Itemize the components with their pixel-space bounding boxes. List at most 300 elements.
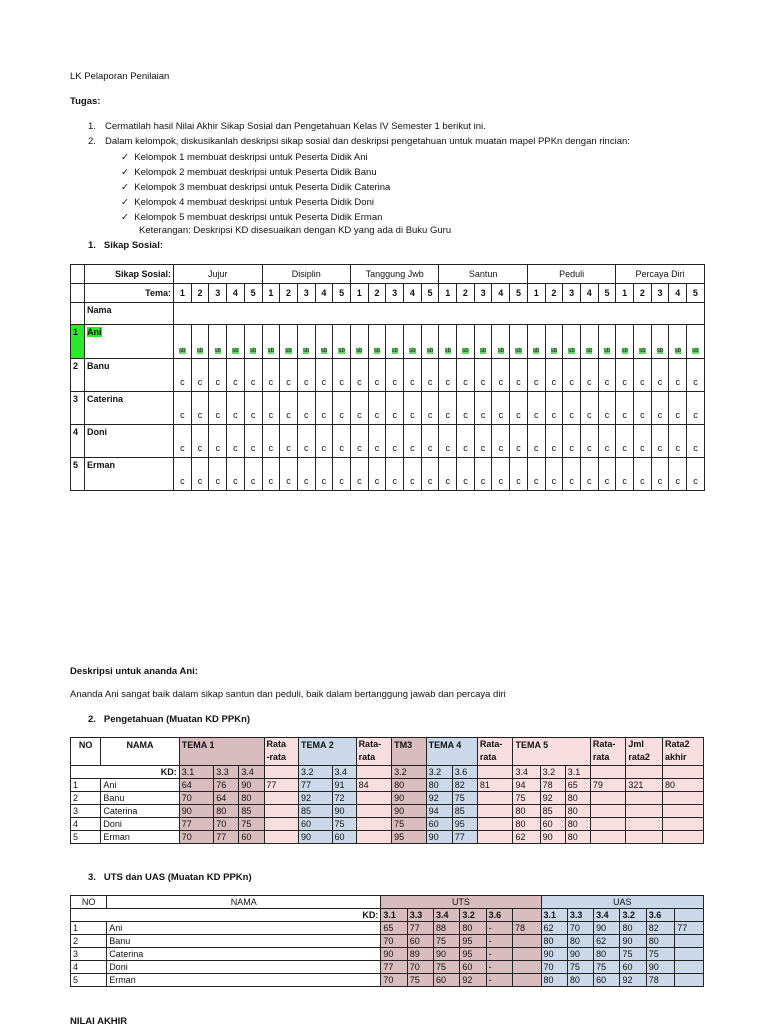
table-cell: Caterina [107, 948, 381, 961]
table-cell: - [486, 948, 512, 961]
grade-cell: c [244, 425, 262, 458]
table-cell [590, 792, 626, 805]
table-cell: 90 [541, 948, 567, 961]
table-cell: 80 [214, 805, 239, 818]
table-cell: 75 [594, 961, 620, 974]
grade-cell: c [421, 458, 439, 491]
uts-row [71, 974, 704, 987]
grade-cell: c [545, 425, 563, 458]
table-cell: 80 [567, 935, 593, 948]
check-icon: ✓ [121, 167, 129, 178]
grade-cell: c [527, 458, 545, 491]
grade-cell: c [209, 359, 227, 392]
grade-cell [510, 325, 528, 359]
table-cell [590, 831, 626, 844]
table-cell: 75 [332, 818, 356, 831]
grade-cell: c [651, 458, 669, 491]
table-cell: 65 [381, 922, 407, 935]
grade-cell: c [174, 425, 192, 458]
table-cell: 75 [434, 935, 460, 948]
table-cell [477, 792, 513, 805]
table-cell: - [486, 935, 512, 948]
grade-cell: c [209, 458, 227, 491]
grade-cell: c [510, 359, 528, 392]
grade-cell: c [651, 392, 669, 425]
tema-num: 5 [244, 284, 262, 303]
table-cell: 91 [332, 779, 356, 792]
grade-cell: c [174, 392, 192, 425]
table-cell [663, 805, 704, 818]
grade-cell: c [315, 458, 333, 491]
table-cell: 62 [513, 831, 540, 844]
grade-value: sb [409, 348, 416, 354]
table-cell: 78 [540, 779, 565, 792]
table-cell: 80 [541, 935, 567, 948]
grade-cell: c [598, 359, 616, 392]
table-cell: 80 [620, 922, 646, 935]
grade-cell [687, 325, 705, 359]
grade-value: sb [550, 348, 558, 354]
table-cell: Banu [101, 792, 179, 805]
grade-value: sb [568, 348, 575, 354]
table-cell: 77 [214, 831, 239, 844]
checklist [121, 150, 390, 225]
grade-cell: c [563, 425, 581, 458]
grade-cell: c [580, 359, 598, 392]
grade-cell: c [244, 392, 262, 425]
table-cell: 75 [567, 961, 593, 974]
table-cell: 90 [179, 805, 214, 818]
table-cell: 77 [407, 922, 433, 935]
table-cell: 70 [179, 831, 214, 844]
grade-cell [634, 325, 652, 359]
table-cell [675, 974, 704, 987]
table-cell: 80 [513, 805, 540, 818]
grade-value: sb [621, 348, 628, 354]
grade-cell [227, 325, 245, 359]
table-cell: Doni [101, 818, 179, 831]
table-cell: 75 [239, 818, 264, 831]
grade-cell [421, 325, 439, 359]
sikap-row [71, 392, 705, 425]
table-cell: 80 [565, 792, 590, 805]
table-cell: 60 [540, 818, 565, 831]
table-cell: 95 [392, 831, 427, 844]
table-cell: 60 [434, 974, 460, 987]
grade-cell: c [439, 392, 457, 425]
grade-value: sb [232, 348, 239, 354]
grade-value: sb [639, 348, 646, 354]
grade-cell: c [634, 425, 652, 458]
grade-cell: c [669, 392, 687, 425]
table-cell: 60 [239, 831, 264, 844]
grade-cell: c [333, 392, 351, 425]
table-cell: 90 [426, 831, 452, 844]
grade-cell [191, 325, 209, 359]
grade-cell: c [439, 458, 457, 491]
table-cell: 90 [434, 948, 460, 961]
grade-cell: c [687, 359, 705, 392]
student-name: Doni [87, 427, 107, 437]
grade-cell: c [457, 458, 475, 491]
grade-cell: c [439, 359, 457, 392]
grade-cell: c [209, 392, 227, 425]
table-cell: 70 [381, 935, 407, 948]
table-cell: 70 [567, 922, 593, 935]
table-cell: 78 [646, 974, 675, 987]
table-cell: 84 [356, 779, 392, 792]
table-cell: Ani [101, 779, 179, 792]
table-cell [626, 792, 663, 805]
grade-cell [404, 325, 422, 359]
table-cell: 60 [620, 961, 646, 974]
grade-value: sb [462, 348, 469, 354]
table-cell: 70 [541, 961, 567, 974]
table-cell: 79 [590, 779, 626, 792]
table-cell: 85 [452, 805, 477, 818]
tema-num: 3 [297, 284, 315, 303]
tema-num: 1 [439, 284, 457, 303]
table-cell: 77 [299, 779, 332, 792]
grade-value: sb [656, 348, 664, 354]
table-cell: 75 [434, 961, 460, 974]
table-cell [264, 831, 299, 844]
grade-cell: c [634, 392, 652, 425]
grade-cell: c [297, 392, 315, 425]
grade-value: sb [586, 348, 593, 354]
table-cell: 77 [179, 818, 214, 831]
grade-value: sb [338, 348, 345, 354]
grade-value: sb [303, 348, 310, 354]
grade-value: sb [692, 348, 699, 354]
grade-cell: c [669, 425, 687, 458]
tema-num: 2 [457, 284, 475, 303]
tema-num: 3 [651, 284, 669, 303]
grade-cell: c [510, 425, 528, 458]
uts-row [71, 922, 704, 935]
grade-cell: c [421, 359, 439, 392]
table-cell [512, 948, 541, 961]
grade-cell: c [227, 425, 245, 458]
grade-cell: c [174, 458, 192, 491]
checklist-item: ✓ Kelompok 5 membuat deskripsi untuk Peserta Didik Erman [121, 212, 383, 223]
grade-cell: c [492, 359, 510, 392]
grade-cell: c [227, 359, 245, 392]
row-number: 5 [71, 458, 85, 491]
task-1: Cermatilah hasil Nilai Akhir Sikap Sosial dan Pengetahuan Kelas IV Semester 1 berikut ini. [105, 121, 486, 132]
grade-cell: c [527, 359, 545, 392]
grade-cell: c [297, 458, 315, 491]
tema-num: 3 [209, 284, 227, 303]
grade-cell: c [687, 425, 705, 458]
grade-cell: c [439, 425, 457, 458]
pengetahuan-row [71, 818, 704, 831]
grade-value: sb [674, 348, 681, 354]
group-peduli: Peduli [527, 265, 615, 284]
keterangan: Keterangan: Deskripsi KD disesuaikan dengan KD yang ada di Buku Guru [139, 225, 452, 236]
grade-cell: c [386, 392, 404, 425]
table-cell: 88 [434, 922, 460, 935]
grade-cell: c [368, 392, 386, 425]
table-cell [626, 831, 663, 844]
tema-num: 1 [616, 284, 634, 303]
grade-cell: c [262, 359, 280, 392]
table-cell: 90 [299, 831, 332, 844]
group-jujur: Jujur [174, 265, 263, 284]
table-cell: 2 [71, 792, 101, 805]
table-cell: 62 [594, 935, 620, 948]
grade-cell [598, 325, 616, 359]
table-cell: 65 [565, 779, 590, 792]
table-cell: 90 [392, 805, 427, 818]
tema-num: 4 [315, 284, 333, 303]
grade-value: sb [373, 348, 381, 354]
student-name: Caterina [87, 394, 124, 404]
tema-num: 5 [333, 284, 351, 303]
grade-cell: c [421, 425, 439, 458]
table-cell [675, 935, 704, 948]
table-cell: 92 [299, 792, 332, 805]
table-cell: 4 [71, 818, 101, 831]
pengetahuan-row [71, 792, 704, 805]
grade-value: sb [426, 348, 434, 354]
grade-cell [580, 325, 598, 359]
pengetahuan-table: NO NAMA TEMA 1 Rata -rata TEMA 2 Rata- rata TM3 TEMA 4 Rata- rata TEMA 5 Rata- rata Jml rata2 Rata2 akhir KD: 3.1 3.3 3.4 3.2 3.4 3.2 3.2 3.6 3.4 3.2 3.1 1 Ani 64 76 90 77 77 91 84 80 80 82 81 94 78 65 79 321 80 2 Banu 70 64 80 92 72 90 92 75 75 92 80 3 Caterina 90 80 85 85 90 90 94 85 80 85 80 4 Doni 77 70 75 60 75 75 60 95 80 60 80 5 Erman 70 77 60 90 60 95 90 77 62 90 80 [70, 737, 704, 844]
grade-cell: c [457, 359, 475, 392]
table-cell: 90 [392, 792, 427, 805]
tema-num: 4 [580, 284, 598, 303]
grade-cell: c [404, 359, 422, 392]
table-cell [675, 948, 704, 961]
tema-num: 1 [174, 284, 192, 303]
tema-num: 1 [350, 284, 368, 303]
row-number: 4 [71, 425, 85, 458]
table-cell: 80 [567, 974, 593, 987]
footer-title: NILAI AKHIR [70, 1016, 128, 1027]
table-cell: 85 [299, 805, 332, 818]
table-cell: 85 [239, 805, 264, 818]
table-cell [512, 935, 541, 948]
grade-cell: c [545, 458, 563, 491]
table-cell: 75 [407, 974, 433, 987]
table-cell [663, 792, 704, 805]
table-cell [626, 805, 663, 818]
table-cell: 70 [179, 792, 214, 805]
table-cell: 80 [565, 818, 590, 831]
table-cell: 77 [675, 922, 704, 935]
table-cell: 5 [71, 974, 107, 987]
table-cell: 80 [594, 948, 620, 961]
sikap-table: Sikap Sosial: Jujur Disiplin Tanggung Jwb Santun Peduli Percaya Diri Tema: 1 2 3 4 5 1 2 3 4 5 1 2 3 4 5 1 2 3 4 5 1 2 3 4 5 1 2 3 4 5 Nama 1 Ani sb sb sb sb sb sb sb sb sb sb sb sb sb sb sb sb sb sb sb sb sb sb sb sb sb sb sb sb sb sb 2 Banu c c c c c c c c c c c c c c c c c c c c c c c c c c c c c c 3 Caterina c c c c c c c c c c c c c c c c c c c c c c c c c c c c c c 4 Doni c c c c c c c c c c c c c c c c c c c c c c c c c c c c c c 5 Erman c c c c c c c c c c c c c c c c c c c c c c c c c c c c c c [70, 264, 705, 491]
grade-cell [368, 325, 386, 359]
grade-value: sb [533, 348, 540, 354]
grade-cell: c [297, 425, 315, 458]
table-cell [264, 792, 299, 805]
grade-cell [563, 325, 581, 359]
grade-cell: c [350, 425, 368, 458]
checklist-item: ✓ Kelompok 3 membuat deskripsi untuk Peserta Didik Caterina [121, 182, 391, 193]
task-1-num: 1. [88, 121, 96, 132]
tema-num: 5 [598, 284, 616, 303]
uts-row [71, 935, 704, 948]
table-cell: 75 [452, 792, 477, 805]
tema-num: 1 [262, 284, 280, 303]
grade-cell: c [209, 425, 227, 458]
grade-cell [297, 325, 315, 359]
grade-cell: c [174, 359, 192, 392]
grade-cell: c [616, 458, 634, 491]
tema-num: 3 [474, 284, 492, 303]
grade-cell: c [227, 458, 245, 491]
table-cell: 321 [626, 779, 663, 792]
table-cell [356, 818, 392, 831]
grade-cell: c [333, 425, 351, 458]
table-cell: 4 [71, 961, 107, 974]
grade-cell: c [262, 458, 280, 491]
grade-cell: c [598, 425, 616, 458]
grade-value: sb [603, 348, 611, 354]
grade-cell: c [580, 392, 598, 425]
grade-cell: c [474, 359, 492, 392]
table-cell [590, 805, 626, 818]
tema-num: 2 [634, 284, 652, 303]
tema-num: 1 [527, 284, 545, 303]
grade-value: sb [391, 348, 398, 354]
grade-cell: c [563, 359, 581, 392]
grade-value: sb [444, 348, 451, 354]
tema-num: 2 [545, 284, 563, 303]
grade-value: sb [179, 348, 186, 354]
table-cell: 90 [381, 948, 407, 961]
sikap-row [71, 325, 705, 359]
grade-cell: c [545, 392, 563, 425]
grade-cell [174, 325, 192, 359]
table-cell: 80 [513, 818, 540, 831]
grade-cell: c [580, 458, 598, 491]
grade-cell: c [280, 458, 298, 491]
table-cell: 60 [594, 974, 620, 987]
table-cell: 75 [620, 948, 646, 961]
tema-num: 4 [669, 284, 687, 303]
check-icon: ✓ [121, 212, 129, 223]
check-icon: ✓ [121, 182, 129, 193]
grade-cell: c [598, 458, 616, 491]
table-cell: 90 [594, 922, 620, 935]
grade-cell [616, 325, 634, 359]
table-cell: 92 [426, 792, 452, 805]
grade-cell [474, 325, 492, 359]
table-cell: 94 [513, 779, 540, 792]
grade-cell [651, 325, 669, 359]
group-santun: Santun [439, 265, 527, 284]
grade-cell: c [191, 458, 209, 491]
section2-heading: 2. Pengetahuan (Muatan KD PPKn) [88, 714, 251, 725]
table-cell: 77 [264, 779, 299, 792]
table-cell: 95 [452, 818, 477, 831]
grade-cell [262, 325, 280, 359]
tema-num: 4 [404, 284, 422, 303]
task-2-num: 2. [88, 136, 96, 147]
table-cell: 80 [565, 805, 590, 818]
grade-cell [280, 325, 298, 359]
tema-num: 5 [687, 284, 705, 303]
tema-num: 5 [510, 284, 528, 303]
sikap-row [71, 458, 705, 491]
group-percaya-diri: Percaya Diri [616, 265, 704, 284]
student-name: Banu [87, 361, 110, 371]
grade-cell: c [333, 359, 351, 392]
grade-value: sb [249, 348, 257, 354]
grade-cell: c [280, 392, 298, 425]
sikap-row [71, 425, 705, 458]
table-cell: 60 [332, 831, 356, 844]
tema-num: 5 [421, 284, 439, 303]
grade-cell [527, 325, 545, 359]
table-cell: Doni [107, 961, 381, 974]
table-cell: Erman [101, 831, 179, 844]
grade-cell [545, 325, 563, 359]
table-cell: 80 [460, 922, 486, 935]
grade-cell: c [404, 458, 422, 491]
grade-cell: c [474, 425, 492, 458]
grade-cell: c [350, 359, 368, 392]
grade-cell [244, 325, 262, 359]
table-cell [626, 818, 663, 831]
check-icon: ✓ [121, 197, 129, 208]
doc-title: LK Pelaporan Penilaian [70, 71, 170, 82]
grade-cell: c [315, 359, 333, 392]
table-cell: 1 [71, 922, 107, 935]
tema-num: 2 [368, 284, 386, 303]
table-cell: 90 [620, 935, 646, 948]
grade-value: sb [497, 348, 504, 354]
table-cell [675, 961, 704, 974]
tema-num: 4 [227, 284, 245, 303]
grade-cell: c [687, 458, 705, 491]
grade-cell: c [580, 425, 598, 458]
table-cell: 81 [477, 779, 513, 792]
grade-cell: c [457, 392, 475, 425]
grade-cell: c [563, 458, 581, 491]
tema-num: 3 [563, 284, 581, 303]
grade-cell: c [191, 392, 209, 425]
table-cell: 90 [332, 805, 356, 818]
table-cell: Banu [107, 935, 381, 948]
table-cell: 92 [620, 974, 646, 987]
table-cell: 64 [179, 779, 214, 792]
grade-cell: c [262, 392, 280, 425]
grade-cell [457, 325, 475, 359]
grade-cell: c [563, 392, 581, 425]
table-cell: 94 [426, 805, 452, 818]
uts-uas-table: NO NAMA UTS UAS KD: 3.1 3.3 3.4 3.2 3.6 3.1 3.3 3.4 3.2 3.6 1 Ani 65 77 88 80 - 78 62 70 90 80 82 77 2 Banu 70 60 75 95 - 80 80 62 90 80 3 Caterina 90 89 90 95 - 90 90 80 75 75 4 Doni 77 70 75 60 - 70 75 75 60 90 5 Erman 70 75 60 92 - 80 80 60 92 78 [70, 895, 704, 987]
table-cell: 80 [663, 779, 704, 792]
tema-num: 2 [280, 284, 298, 303]
table-cell: Caterina [101, 805, 179, 818]
table-cell [264, 818, 299, 831]
grade-cell [350, 325, 368, 359]
table-cell: 95 [460, 948, 486, 961]
grade-cell: c [457, 425, 475, 458]
grade-cell [209, 325, 227, 359]
grade-cell: c [368, 359, 386, 392]
table-cell [477, 805, 513, 818]
grade-cell: c [368, 458, 386, 491]
table-cell: 70 [381, 974, 407, 987]
grade-cell: c [333, 458, 351, 491]
table-cell: 75 [392, 818, 427, 831]
grade-cell: c [616, 359, 634, 392]
